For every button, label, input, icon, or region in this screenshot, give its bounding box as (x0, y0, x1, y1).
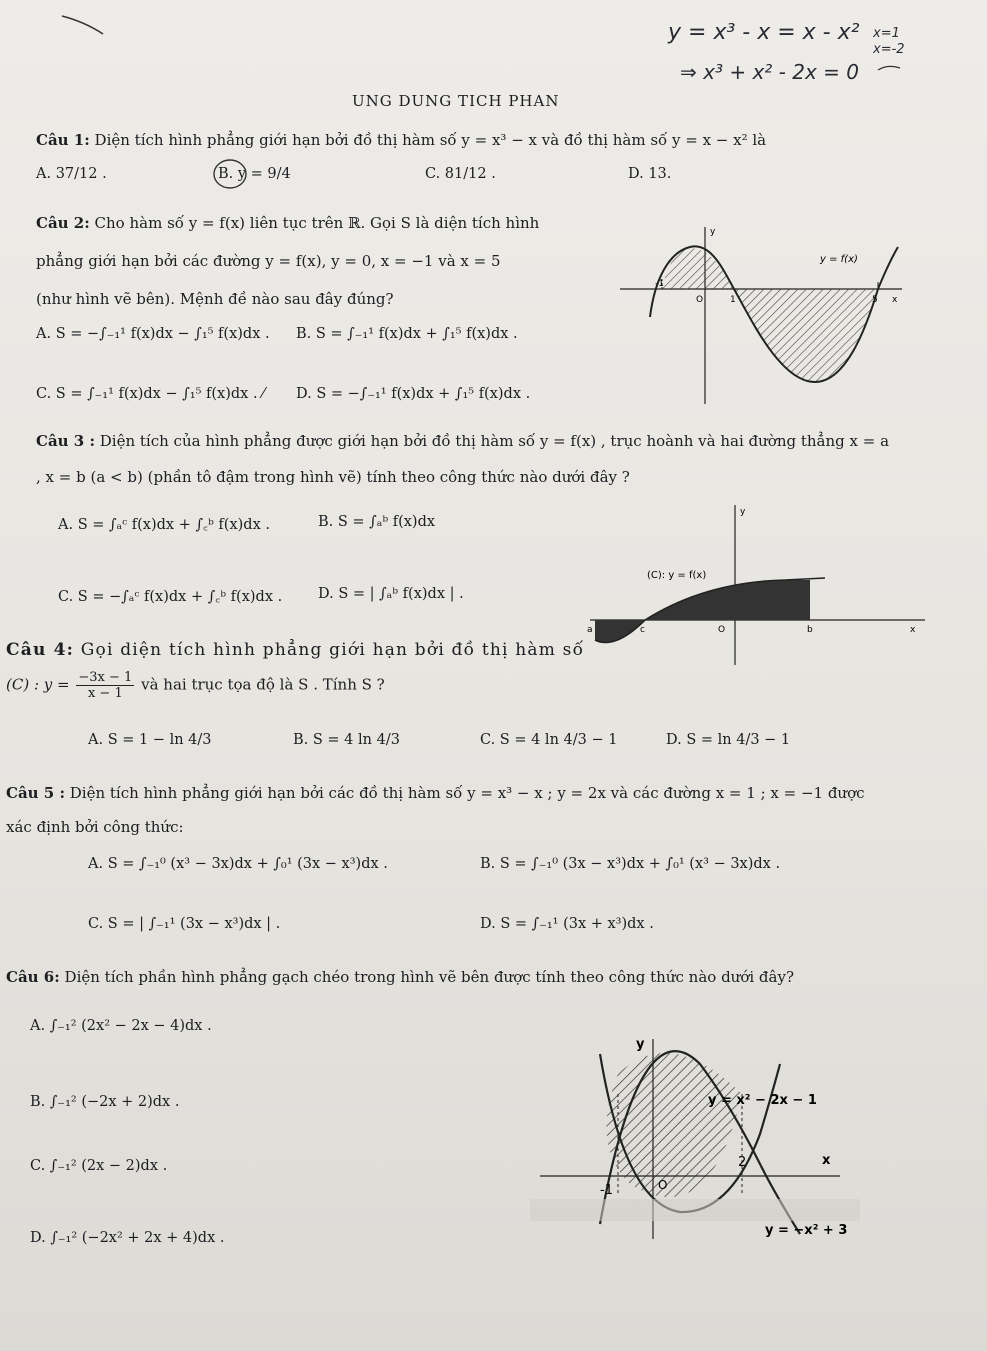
question-2 (36, 214, 539, 232)
q4-option-a[interactable]: A. S = 1 − ln 4/3 (88, 732, 212, 748)
numerator: −3x − 1 (78, 670, 133, 685)
question-text: Diện tích hình phẳng giới hạn bởi đồ thị hàm số y = x³ − x và đồ thị hàm số y = x − x² là (94, 131, 767, 149)
curve-label-bottom: y = −x² + 3 (765, 1223, 848, 1238)
y-axis-label: y (740, 507, 746, 517)
question-text: Diện tích hình phẳng giới hạn bởi các đồ thị hàm số y = x³ − x ; y = 2x và các đường x = 1 ; x = −1 được (69, 784, 865, 802)
tick-label: O (718, 625, 726, 635)
handwriting-right: x=1 x=-2 (873, 26, 905, 57)
fraction (76, 670, 134, 701)
q3-graph (585, 500, 935, 668)
q4-option-c[interactable]: C. S = 4 ln 4/3 − 1 (480, 732, 618, 748)
tick-label: b (807, 625, 813, 635)
tick-label: O (696, 295, 704, 305)
curve-label: (C): y = f(x) (647, 570, 707, 581)
q1-option-b[interactable] (218, 166, 291, 182)
tick-label: -1 (655, 279, 664, 289)
question-4-line2 (6, 670, 385, 701)
option-text: B. y = 9/4 (218, 166, 291, 182)
q3-option-a[interactable]: A. S = ∫ₐᶜ f(x)dx + ∫꜀ᵇ f(x)dx . (58, 517, 270, 533)
page-title: UNG DUNG TICH PHAN (352, 92, 560, 110)
question-5-line2: xác định bởi công thức: (6, 818, 184, 836)
q3-option-d[interactable]: D. S = | ∫ₐᵇ f(x)dx | . (318, 586, 464, 602)
handwritten-circle (210, 156, 254, 192)
paper-fold (530, 1199, 860, 1221)
tick-label: a (587, 625, 593, 635)
q2-option-b[interactable]: B. S = ∫₋₁¹ f(x)dx + ∫₁⁵ f(x)dx . (296, 326, 518, 342)
question-text: và hai trục tọa độ là S . Tính S ? (141, 675, 385, 694)
question-5 (6, 784, 865, 802)
q6-option-b[interactable]: B. ∫₋₁² (−2x + 2)dx . (30, 1094, 180, 1110)
y-axis-label: y (710, 227, 716, 237)
tick-label: 5 (872, 295, 878, 305)
question-text: Diện tích của hình phẳng được giới hạn bởi đồ thị hàm số y = f(x) , trục hoành và hai đường thẳng x = a (99, 432, 890, 450)
question-4 (6, 640, 584, 660)
question-text: Cho hàm số y = f(x) liên tục trên ℝ. Gọi S là diện tích hình (94, 214, 540, 232)
q2-option-c[interactable]: C. S = ∫₋₁¹ f(x)dx − ∫₁⁵ f(x)dx . ⁄ (36, 386, 265, 402)
question-2-line2: phẳng giới hạn bởi các đường y = f(x), y = 0, x = −1 và x = 5 (36, 252, 501, 270)
question-3-line2: , x = b (a < b) (phần tô đậm trong hình vẽ) tính theo công thức nào dưới đây ? (36, 468, 630, 486)
question-3 (36, 432, 889, 450)
q2-option-a[interactable]: A. S = −∫₋₁¹ f(x)dx − ∫₁⁵ f(x)dx . (36, 326, 270, 342)
question-label: Câu 3 : (36, 432, 95, 450)
question-2-line3: (như hình vẽ bên). Mệnh đề nào sau đây đúng? (36, 290, 394, 308)
question-6 (6, 968, 794, 986)
q5-option-c[interactable]: C. S = | ∫₋₁¹ (3x − x³)dx | . (88, 916, 281, 932)
q6-option-a[interactable]: A. ∫₋₁² (2x² − 2x − 4)dx . (30, 1018, 212, 1034)
q1-option-d[interactable]: D. 13. (628, 166, 672, 182)
question-1 (36, 131, 766, 149)
tick-label: 2 (738, 1155, 747, 1170)
question-label: Câu 4: (6, 640, 75, 660)
curve-label: y = f(x) (820, 254, 858, 265)
q4-option-b[interactable]: B. S = 4 ln 4/3 (293, 732, 400, 748)
q5-option-b[interactable]: B. S = ∫₋₁⁰ (3x − x³)dx + ∫₀¹ (x³ − 3x)dx . (480, 856, 781, 872)
q4-option-d[interactable]: D. S = ln 4/3 − 1 (666, 732, 791, 748)
x-axis-label: x (822, 1153, 831, 1168)
tick-label: 1 (730, 295, 736, 305)
pen-stroke (878, 66, 900, 70)
q1-option-c[interactable]: C. 81/12 . (425, 166, 496, 182)
question-text: Diện tích phần hình phẳng gạch chéo trong hình vẽ bên được tính theo công thức nào dưới đây? (64, 968, 794, 986)
question-text: Gọi diện tích hình phẳng giới hạn bởi đồ thị hàm số (80, 640, 585, 660)
tick-label: -1 (600, 1183, 613, 1198)
q6-option-c[interactable]: C. ∫₋₁² (2x − 2)dx . (30, 1158, 168, 1174)
question-label: Câu 1: (36, 131, 90, 149)
question-label: Câu 2: (36, 214, 90, 232)
q2-option-d[interactable]: D. S = −∫₋₁¹ f(x)dx + ∫₁⁵ f(x)dx . (296, 386, 531, 402)
question-label: Câu 5 : (6, 784, 65, 802)
curve-label-top: y = x² − 2x − 1 (708, 1093, 817, 1108)
q6-option-d[interactable]: D. ∫₋₁² (−2x² + 2x + 4)dx . (30, 1230, 225, 1246)
q6-graph (530, 1034, 870, 1244)
handwriting-line1: y = x³ - x = x - x² (668, 20, 860, 45)
q3-option-b[interactable]: B. S = ∫ₐᵇ f(x)dx (318, 514, 436, 530)
tick-label: O (658, 1178, 668, 1192)
q5-option-d[interactable]: D. S = ∫₋₁¹ (3x + x³)dx . (480, 916, 654, 932)
function-prefix: (C) : y = (6, 675, 70, 694)
tick-label: c (640, 625, 645, 635)
x-axis-label: x (892, 295, 898, 305)
q5-option-a[interactable]: A. S = ∫₋₁⁰ (x³ − 3x)dx + ∫₀¹ (3x − x³)dx . (88, 856, 388, 872)
handwriting-line2: ⇒ x³ + x² - 2x = 0 (680, 60, 859, 84)
q3-option-c[interactable]: C. S = −∫ₐᶜ f(x)dx + ∫꜀ᵇ f(x)dx . (58, 589, 283, 605)
pen-stroke (62, 16, 103, 34)
y-axis-label: y (636, 1037, 645, 1052)
shaded-region-below (734, 289, 878, 382)
q1-option-a[interactable]: A. 37/12 . (36, 166, 107, 182)
x-axis-label: x (910, 625, 916, 635)
question-label: Câu 6: (6, 968, 60, 986)
q2-graph (610, 222, 910, 412)
denominator: x − 1 (87, 686, 123, 701)
